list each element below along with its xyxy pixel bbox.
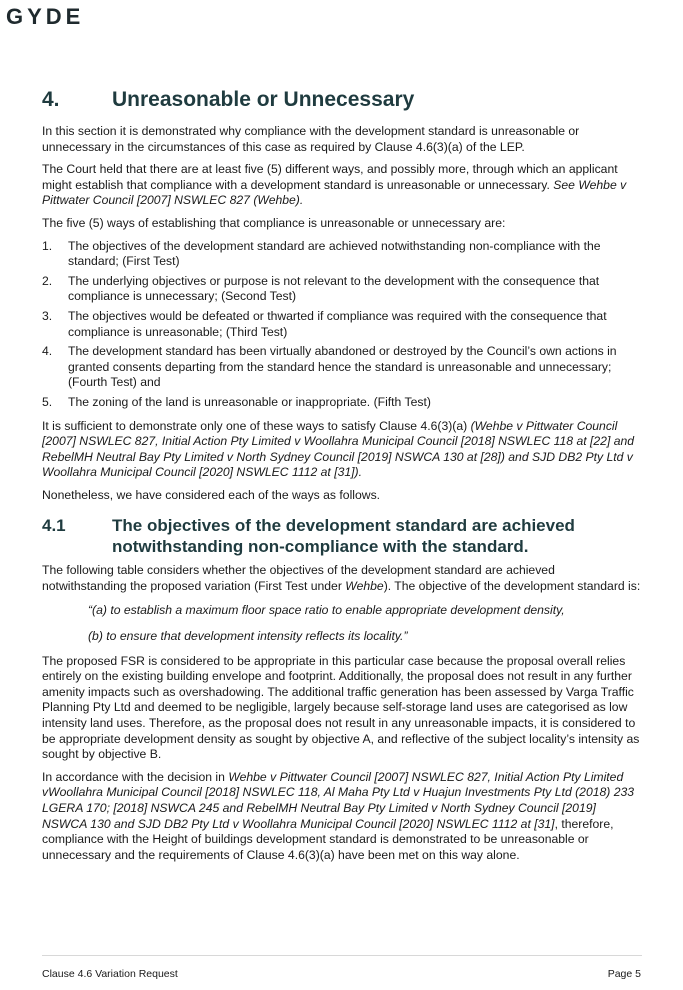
court-held-paragraph xyxy=(42,162,642,209)
footer-divider xyxy=(42,955,642,956)
accordance-paragraph: In accordance with the decision in Wehbe v Pittwater Council [2007] NSWLEC 827, Initial Action Pty Limited vWoollahra Municipal Council [2018] NSWLEC 118, Al Maha Pty Ltd v Huajun Investments Pty Ltd (2018) 233 LGERA 170; [2018] NSWCA 245 and RebelMH Neutral Bay Pty Limited v North Sydney Council [2019] NSWCA 130 and SJD DB2 Pty Ltd v Woollahra Municipal Council [2020] NSWLEC 1112 at [31], therefore, compliance with the Height of buildings development standard is demonstrated to be unreasonable or unnecessary and the requirements of Clause 4.6(3)(a) have been met on this way alone. xyxy=(42,769,635,862)
five-ways-intro: The five (5) ways of establishing that compliance is unreasonable or unnecessary are: xyxy=(42,215,506,230)
fsr-paragraph: The proposed FSR is considered to be appropriate in this particular case because the proposal overall relies entirely on the existing building envelope and footprint. Additionally, the proposal does not result in any further amenity impacts such as overshadowing. The additional traffic generation has been assessed by Varga Traffic Planning Pty Ltd and deemed to be negligible, largely because self-storage land uses are categorised as low intensity land uses. Therefore, as the proposal does not result in any unreasonable impacts, it is considered to be appropriate development density as sought by objective A, and reflective of the subject locality’s intensity as sought by objective B. xyxy=(42,653,640,762)
sufficient-text: It is sufficient to demonstrate only one of these ways to satisfy Clause 4.6(3)(a) xyxy=(42,418,471,433)
sufficient-paragraph xyxy=(42,419,642,481)
objective-quote-b: (b) to ensure that development intensity reflects its locality.” xyxy=(88,628,408,643)
footer-page-number: Page 5 xyxy=(607,968,641,980)
section-number: 4. xyxy=(42,88,60,111)
list-item: 4. The development standard has been virtually abandoned or destroyed by the Council’s own actions in granted consents departing from the standard hence the standard is unreasonable and unnecessary; (Fourth Test) and xyxy=(42,344,617,390)
nonetheless-paragraph: Nonetheless, we have considered each of the ways as follows. xyxy=(42,487,381,502)
list-item: 2. The underlying objectives or purpose is not relevant to the development with the consequence that compliance is unnecessary; (Second Test) xyxy=(42,273,600,304)
subsection-heading xyxy=(42,515,642,557)
list-item: 3. The objectives would be defeated or thwarted if compliance was required with the consequence that compliance is unreasonable; (Third Test) xyxy=(42,308,607,339)
court-held-text: The Court held that there are at least five (5) different ways, and possibly more, through which an applicant might establish that compliance with a development standard is unreasonable or unnecessary. xyxy=(42,162,618,192)
objective-quote-a: “(a) to establish a maximum floor space ratio to enable appropriate development density, xyxy=(88,602,565,617)
court-held-citation: See Wehbe v Pittwater Council [2007] NSWLEC 827 (Wehbe). xyxy=(42,177,627,208)
accordance-citation: Wehbe v Pittwater Council [2007] NSWLEC 827, Initial Action Pty Limited vWoollahra Municipal Council [2018] NSWLEC 118, Al Maha Pty Ltd v Huajun Investments Pty Ltd (2018) 233 LGERA 170; [2018] NSWCA 245 and RebelMH Neutral Bay Pty Limited v North Sydney Council [2019] NSWCA 130 and SJD DB2 Pty Ltd v Woollahra Municipal Council [2020] NSWLEC 1112 at [31] xyxy=(42,769,635,831)
footer-document-title: Clause 4.6 Variation Request xyxy=(42,968,178,980)
company-logo: GYDE xyxy=(6,4,85,29)
table-intro-paragraph: The following table considers whether the objectives of the development standard are achieved notwithstanding the proposed variation (First Test under Wehbe). The objective of the development standard is: xyxy=(42,563,641,594)
list-item: 5. The zoning of the land is unreasonable or inappropriate. (Fifth Test) xyxy=(42,394,431,409)
subsection-title: The objectives of the development standard are achieved notwithstanding non-compliance with the standard. xyxy=(112,516,575,557)
section-intro-paragraph: In this section it is demonstrated why compliance with the development standard is unreasonable or unnecessary in the circumstances of this case as required by Clause 4.6(3)(a) of the LEP. xyxy=(42,124,580,154)
five-ways-list xyxy=(42,239,642,411)
list-item: 1. The objectives of the development standard are achieved notwithstanding non-compliance with the standard; (First Test) xyxy=(42,238,601,269)
sufficient-citation: (Wehbe v Pittwater Council [2007] NSWLEC 827, Initial Action Pty Limited v Woollahra Municipal Council [2018] NSWLEC 118 at [22] and RebelMH Neutral Bay Pty Limited v North Sydney Council [2019] NSWCA 130 at [28]) and SJD DB2 Pty Ltd v Woollahra Municipal Council [2020] NSWLEC 1112 at [31]). xyxy=(42,418,635,480)
document-body xyxy=(42,88,642,870)
subsection-number: 4.1 xyxy=(42,516,66,536)
section-heading xyxy=(42,88,642,112)
section-title: Unreasonable or Unnecessary xyxy=(112,88,415,111)
